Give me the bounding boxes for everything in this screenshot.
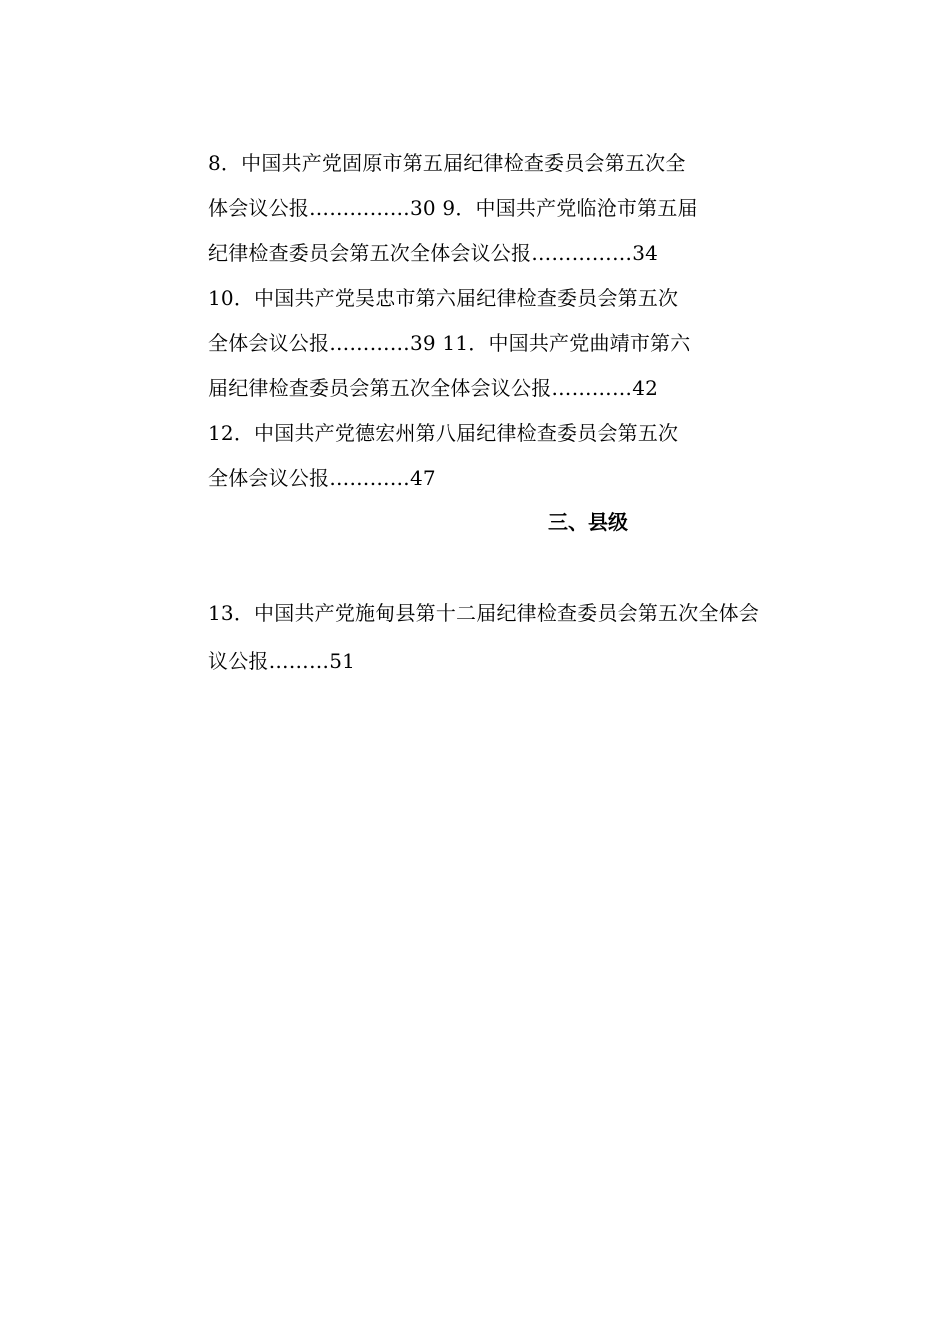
toc-county-level-block	[208, 589, 848, 685]
toc-line: 13．中国共产党施甸县第十二届纪律检查委员会第五次全体会	[208, 601, 760, 625]
toc-line: 议公报………51	[208, 649, 356, 673]
toc-line: 12．中国共产党德宏州第八届纪律检查委员会第五次	[208, 421, 679, 445]
toc-line: 全体会议公报…………47	[208, 466, 436, 490]
toc-line: 8．中国共产党固原市第五届纪律检查委员会第五次全	[208, 151, 686, 175]
toc-line: 体会议公报……………30 9．中国共产党临沧市第五届	[208, 196, 698, 220]
toc-line: 纪律检查委员会第五次全体会议公报……………34	[208, 241, 659, 265]
toc-line: 届纪律检查委员会第五次全体会议公报…………42	[208, 376, 659, 400]
toc-line: 10．中国共产党吴忠市第六届纪律检查委员会第五次	[208, 286, 679, 310]
toc-line: 全体会议公报…………39 11．中国共产党曲靖市第六	[208, 331, 691, 355]
section-heading-county: 三、县级	[548, 510, 628, 534]
toc-city-level-block	[208, 141, 768, 501]
